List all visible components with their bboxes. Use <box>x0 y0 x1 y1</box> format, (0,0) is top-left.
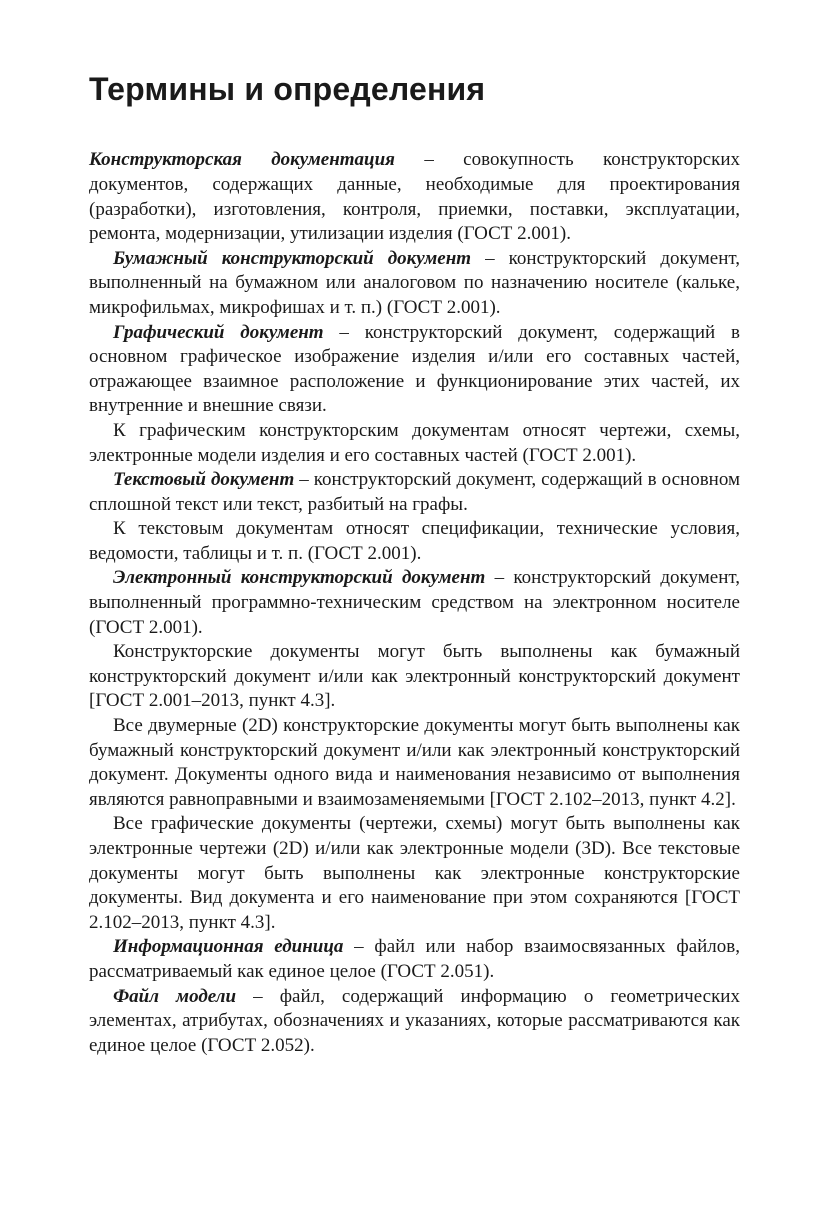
paragraph <box>89 812 740 935</box>
term: Файл модели <box>113 985 237 1007</box>
page-title: Термины и определения <box>89 71 486 107</box>
paragraph-text: К графическим конструкторским документам относят чертежи, схемы, электронные модели изделия и его составных частей (ГОСТ 2.001). <box>89 419 740 466</box>
document-page <box>89 62 740 1058</box>
paragraph <box>89 714 740 812</box>
paragraph-text: К текстовым документам относят спецификации, технические условия, ведомости, таблицы и т. п. (ГОСТ 2.001). <box>89 518 740 564</box>
term: Текстовый документ <box>113 469 295 491</box>
term: Информационная единица <box>113 936 344 958</box>
paragraph <box>89 468 740 517</box>
paragraph-text: Все графические документы (чертежи, схемы) могут быть выполнены как электронные чертежи (2D) и/или как электронные модели (3D). Все текстовые документы могут быть выполнены как электронные конструкторские документы. Вид документа и его наименование при этом сохраняются [ГОСТ 2.102–2013, пункт 4.3]. <box>89 813 740 933</box>
paragraph <box>89 148 740 246</box>
paragraph <box>89 640 740 714</box>
document-body <box>89 148 740 1058</box>
paragraph <box>89 517 740 566</box>
paragraph <box>89 985 740 1059</box>
term: Графический документ <box>113 321 324 343</box>
paragraph <box>89 935 740 984</box>
definition: – конструкторский документ, выполненный на бумажном или аналоговом по назначению носителе (кальке, микрофильмах, микрофишах и т. п.) (ГОСТ 2.001). <box>89 247 740 318</box>
paragraph <box>89 321 740 419</box>
definition: – файл, содержащий информацию о геометрических элементах, атрибутах, обозначениях и указаниях, которые рассматриваются как единое целое (ГОСТ 2.052). <box>89 985 740 1056</box>
term: Электронный конструкторский документ <box>113 567 486 589</box>
term: Конструкторская документация <box>89 149 395 171</box>
paragraph <box>89 247 740 321</box>
definition: – совокупность конструкторских документов, содержащих данные, необходимые для проектирования (разработки), изготовления, контроля, приемки, поставки, эксплуатации, ремонта, модернизации, утилизации изделия (ГОСТ 2.001). <box>89 149 740 245</box>
paragraph <box>89 566 740 640</box>
definition: – конструкторский документ, выполненный программно-техническим средством на электронном носителе (ГОСТ 2.001). <box>89 567 741 638</box>
paragraph-text: Все двумерные (2D) конструкторские документы могут быть выполнены как бумажный конструкторский документ и/или как электронный конструкторский документ. Документы одного вида и наименования независимо от выполнения являются равноправными и взаимозаменяемыми [ГОСТ 2.102–2013, пункт 4.2]. <box>89 715 740 810</box>
term: Бумажный конструкторский документ <box>113 247 472 269</box>
definition: – конструкторский документ, содержащий в основном графическое изображение изделия и/или его составных частей, отражающее взаимное расположение и функционирование этих частей, их внутренние и внешние связи. <box>89 321 741 417</box>
paragraph <box>89 419 740 468</box>
definition: – файл или набор взаимосвязанных файлов, рассматриваемый как единое целое (ГОСТ 2.051). <box>89 936 740 982</box>
paragraph-text: Конструкторские документы могут быть выполнены как бумажный конструкторский документ и/или как электронный конструкторский документ [ГОСТ 2.001–2013, пункт 4.3]. <box>89 641 740 712</box>
definition: – конструкторский документ, содержащий в основном сплошной текст или текст, разбитый на графы. <box>89 469 740 515</box>
